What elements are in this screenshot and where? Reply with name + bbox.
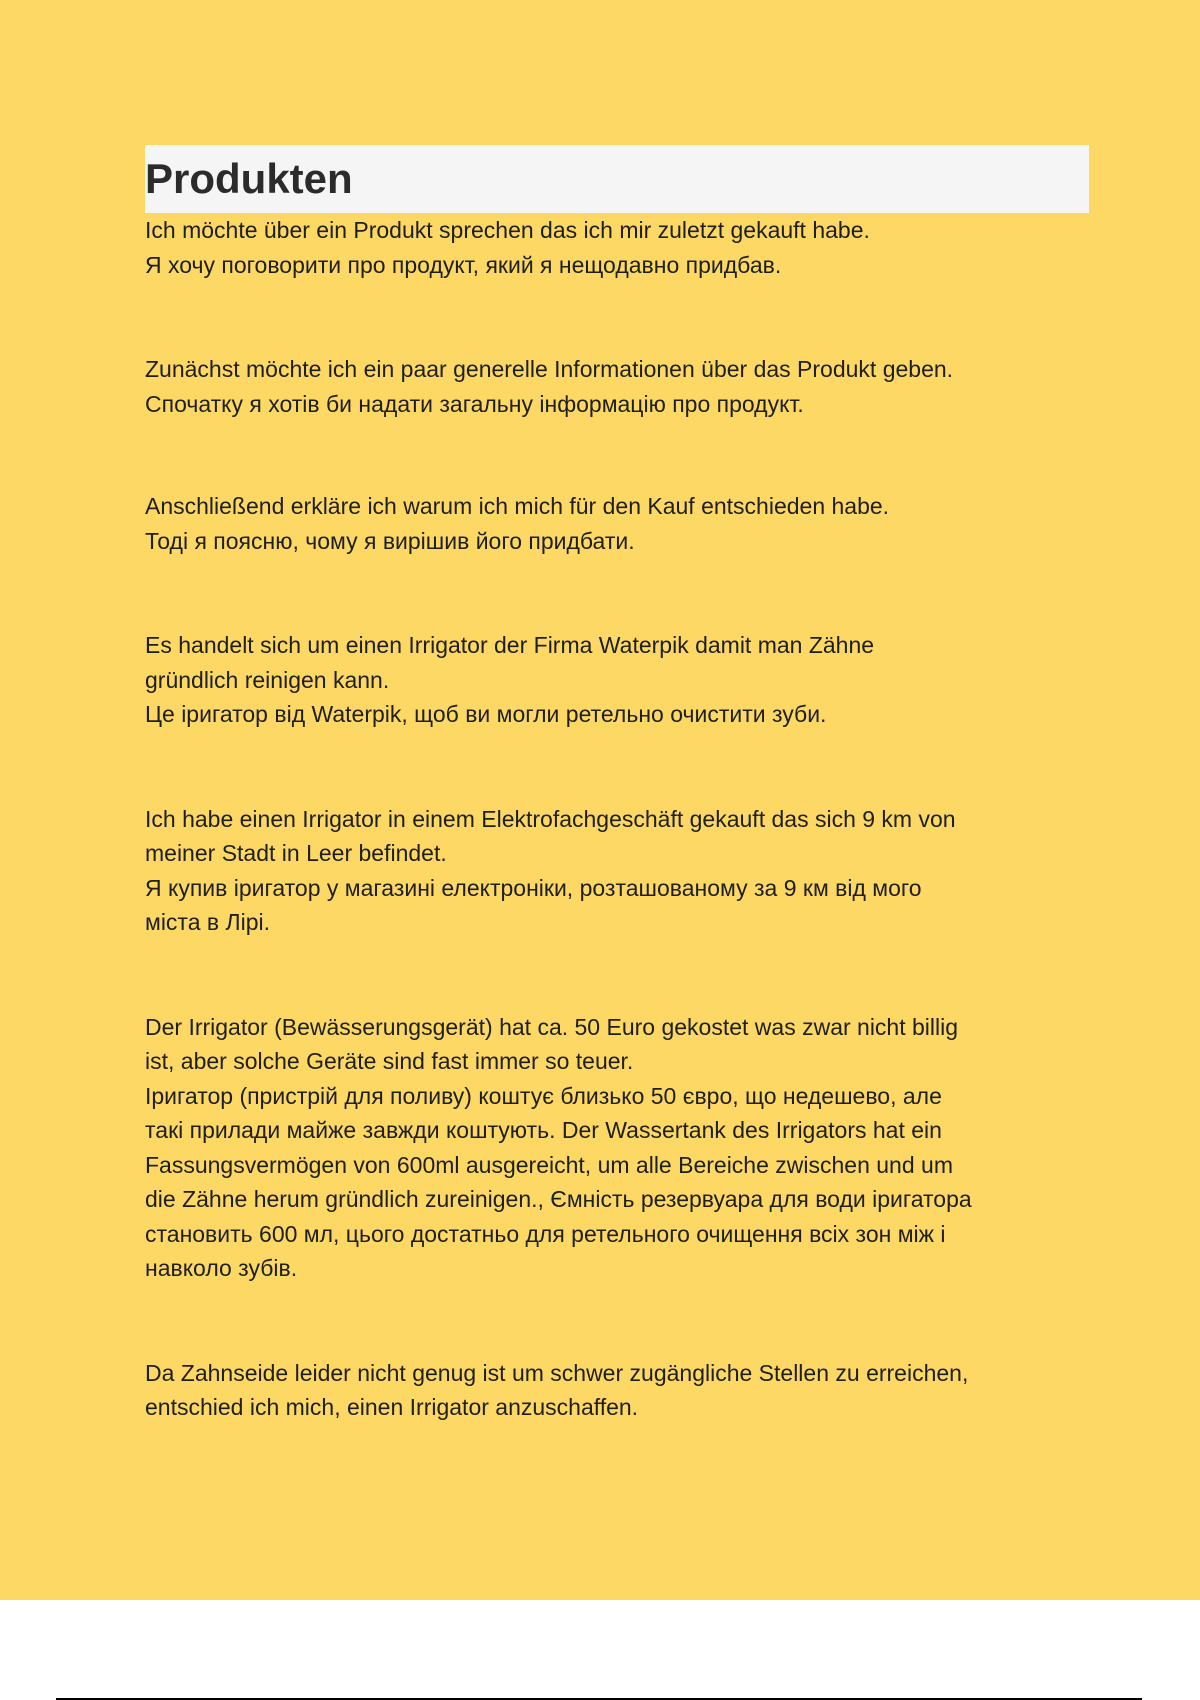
- page-title: Produkten: [145, 155, 353, 202]
- paragraph-general-info: Zunächst möchte ich ein paar generelle Informationen über das Produkt geben. Спочатку я хотів би надати загальну інформацію про продукт.: [145, 356, 954, 417]
- paragraph-gap: [145, 732, 1089, 802]
- paragraph-decision: Da Zahnseide leider nicht genug ist um schwer zugängliche Stellen zu erreichen, entschied ich mich, einen Irrigator anzuschaffen.: [145, 1359, 969, 1420]
- paragraph-reason: Anschließend erkläre ich warum ich mich für den Kauf entschieden habe. Тоді я поясню, чому я вирішив його придбати.: [145, 493, 890, 554]
- document-content: [145, 145, 1089, 1425]
- paragraph-gap: [145, 940, 1089, 1010]
- paragraph-price-capacity: Der Irrigator (Bewässerungsgerät) hat ca. 50 Euro gekostet was zwar nicht billig ist, aber solche Geräte sind fast immer so teuer. Іригатор (пристрій для поливу) коштує близько 50 євро, що недешево, але такі прилади майже завжди коштують. Der Wassertank des Irrigators hat ein Fassungsvermögen von 600ml ausgereicht, um alle Bereiche zwischen und um die Zähne herum gründlich zureinigen., Ємність резервуара для води іригатора становить 600 мл, цього достатньо для ретельного очищення всіх зон між і навколо зубів.: [145, 1013, 972, 1281]
- paragraph-product: Es handelt sich um einen Irrigator der Firma Waterpik damit man Zähne gründlich reinigen kann. Це іригатор від Waterpik, щоб ви могли ретельно очистити зуби.: [145, 632, 875, 727]
- paragraph-gap: [145, 282, 1089, 352]
- paragraph-gap: [145, 558, 1089, 628]
- paragraph-purchase-location: Ich habe einen Irrigator in einem Elektrofachgeschäft gekauft das sich 9 km von meiner Stadt in Leer befindet. Я купив іригатор у магазині електроніки, розташованому за 9 км від мого міста в Лірі.: [145, 805, 956, 935]
- paragraph-gap: [145, 421, 1089, 489]
- title-bar: [145, 145, 1089, 213]
- paragraph-intro: Ich möchte über ein Produkt sprechen das ich mir zuletzt gekauft habe. Я хочу поговорити про продукт, який я нещодавно придбав.: [145, 217, 870, 278]
- paragraph-gap: [145, 1286, 1089, 1356]
